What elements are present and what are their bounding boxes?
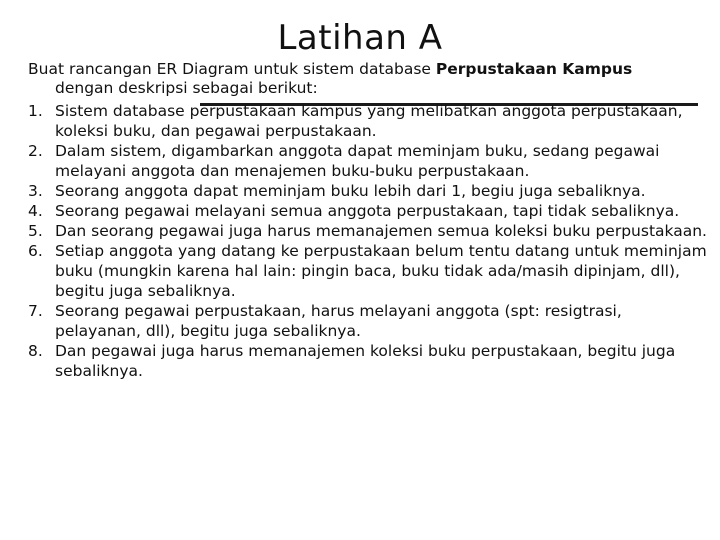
slide-title: Latihan A (277, 18, 443, 58)
intro-text: Buat rancangan ER Diagram untuk sistem database (28, 60, 436, 78)
list-item-text: Seorang pegawai melayani semua anggota perpustakaan, tapi tidak sebaliknya. (55, 202, 680, 220)
intro-first-line (28, 60, 708, 79)
list-item-number: 1. (28, 102, 43, 120)
list-item-text: Dan pegawai juga harus memanajemen koleksi buku perpustakaan, begitu juga sebaliknya. (55, 342, 676, 380)
list-item-text: Dalam sistem, digambarkan anggota dapat meminjam buku, sedang pegawai melayani anggota dan menajemen buku-buku perpustakaan. (55, 142, 660, 180)
list-item-text: Seorang pegawai perpustakaan, harus melayani anggota (spt: resigtrasi, pelayanan, dll), begitu juga sebaliknya. (55, 302, 622, 340)
list-item-number: 7. (28, 302, 43, 320)
intro-paragraph (28, 60, 708, 98)
list-item-number: 4. (28, 202, 43, 220)
list-item (28, 141, 708, 181)
list-item-text: Seorang anggota dapat meminjam buku lebih dari 1, begiu juga sebaliknya. (55, 182, 646, 200)
intro-bold-subject: Perpustakaan Kampus (435, 60, 633, 78)
list-item (28, 181, 708, 201)
list-item (28, 101, 708, 141)
intro-continuation: dengan deskripsi sebagai berikut: (55, 79, 318, 97)
list-item (28, 341, 708, 381)
list-item (28, 201, 708, 221)
list-item-number: 6. (28, 242, 43, 260)
list-item-text: Sistem database perpustakaan kampus yang melibatkan anggota perpustakaan, koleksi buku, dan pegawai perpustakaan. (55, 102, 683, 140)
requirements-list (28, 101, 708, 381)
list-item-number: 5. (28, 222, 43, 240)
list-item-text: Dan seorang pegawai juga harus memanajemen semua koleksi buku perpustakaan. (55, 222, 707, 240)
list-item (28, 301, 708, 341)
list-item-number: 8. (28, 342, 43, 360)
list-item-text: Setiap anggota yang datang ke perpustakaan belum tentu datang untuk meminjam buku (mungkin karena hal lain: pingin baca, buku tidak ada/masih dipinjam, dll), begitu juga sebaliknya. (55, 242, 707, 300)
list-item (28, 241, 708, 301)
list-item (28, 221, 708, 241)
list-item-number: 3. (28, 182, 43, 200)
list-item-number: 2. (28, 142, 43, 160)
